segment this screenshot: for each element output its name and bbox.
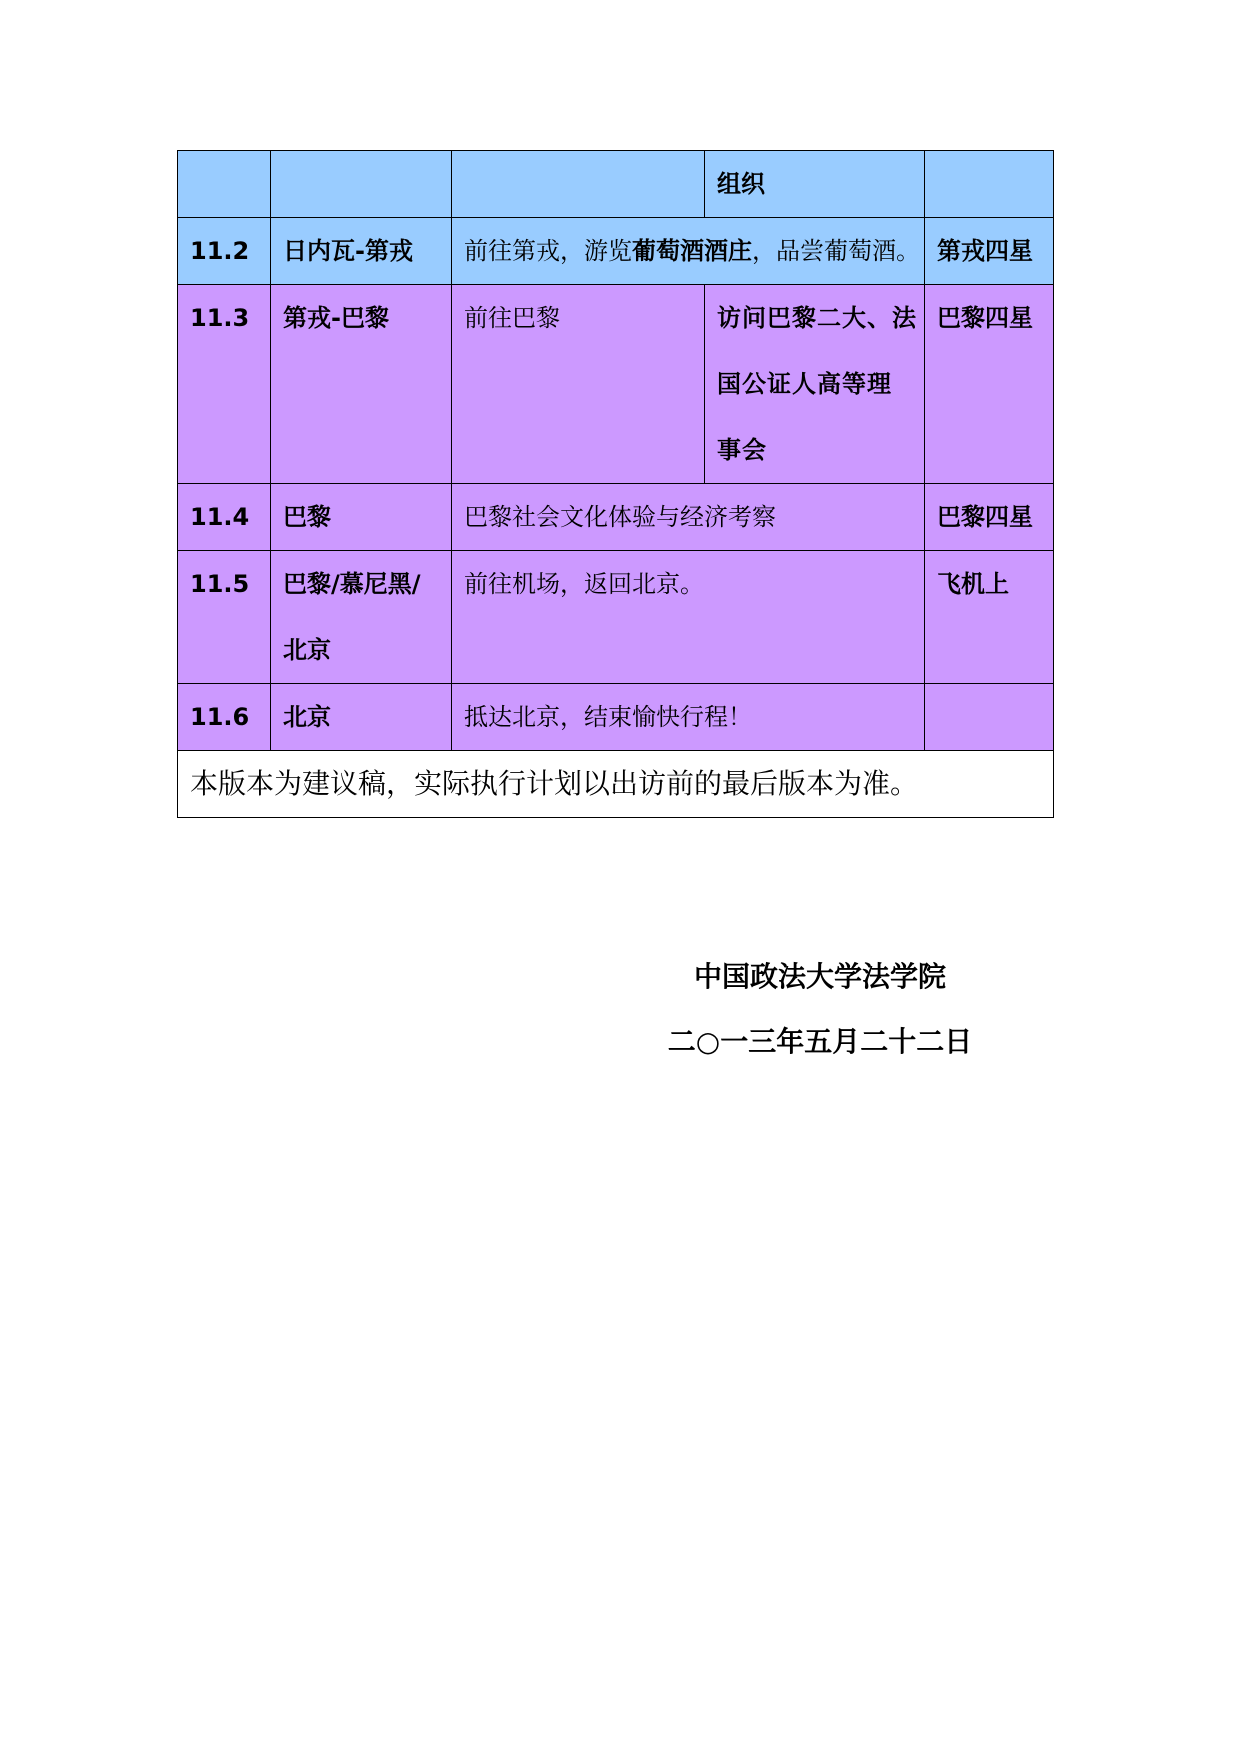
activity-text: ，品尝葡萄酒。 (752, 237, 920, 265)
activity-cell (452, 151, 705, 218)
activity-cell (452, 218, 925, 285)
city-line: 北京 (283, 636, 331, 664)
date-cell: 11.5 (178, 551, 271, 684)
table-row (178, 551, 1054, 684)
table-row (178, 684, 1054, 751)
organization-line: 国公证人高等理 (717, 370, 892, 398)
table-note: 本版本为建议稿，实际执行计划以出访前的最后版本为准。 (178, 751, 1054, 818)
organization-cell (705, 285, 925, 484)
city-cell: 北京 (271, 684, 452, 751)
signature-date: 二○一三年五月二十二日 (667, 1025, 973, 1058)
organization-line: 事会 (717, 436, 767, 464)
city-cell (271, 551, 452, 684)
hotel-cell: 飞机上 (925, 551, 1054, 684)
city-line: 巴黎/慕尼黑/ (283, 570, 421, 598)
city-cell (271, 151, 452, 218)
table-row (178, 218, 1054, 285)
signature-organization: 中国政法大学法学院 (693, 960, 946, 993)
activity-highlight: 葡萄酒酒庄 (632, 237, 752, 265)
organization-line: 访问巴黎二大、法 (717, 304, 917, 332)
activity-cell: 前往巴黎 (452, 285, 705, 484)
city-cell: 巴黎 (271, 484, 452, 551)
table-note-row (178, 751, 1054, 818)
hotel-cell: 巴黎四星 (925, 285, 1054, 484)
activity-cell: 前往机场，返回北京。 (452, 551, 925, 684)
organization-cell: 组织 (705, 151, 925, 218)
date-cell: 11.4 (178, 484, 271, 551)
table-row (178, 285, 1054, 484)
hotel-cell: 第戎四星 (925, 218, 1054, 285)
activity-text: 前往第戎，游览 (464, 237, 632, 265)
table-row (178, 484, 1054, 551)
date-cell: 11.3 (178, 285, 271, 484)
activity-cell: 抵达北京，结束愉快行程！ (452, 684, 925, 751)
date-cell: 11.2 (178, 218, 271, 285)
city-cell: 第戎-巴黎 (271, 285, 452, 484)
hotel-cell (925, 151, 1054, 218)
date-cell (178, 151, 271, 218)
itinerary-table (177, 150, 1054, 818)
date-cell: 11.6 (178, 684, 271, 751)
hotel-cell (925, 684, 1054, 751)
city-cell: 日内瓦-第戎 (271, 218, 452, 285)
table-row (178, 151, 1054, 218)
hotel-cell: 巴黎四星 (925, 484, 1054, 551)
activity-cell: 巴黎社会文化体验与经济考察 (452, 484, 925, 551)
